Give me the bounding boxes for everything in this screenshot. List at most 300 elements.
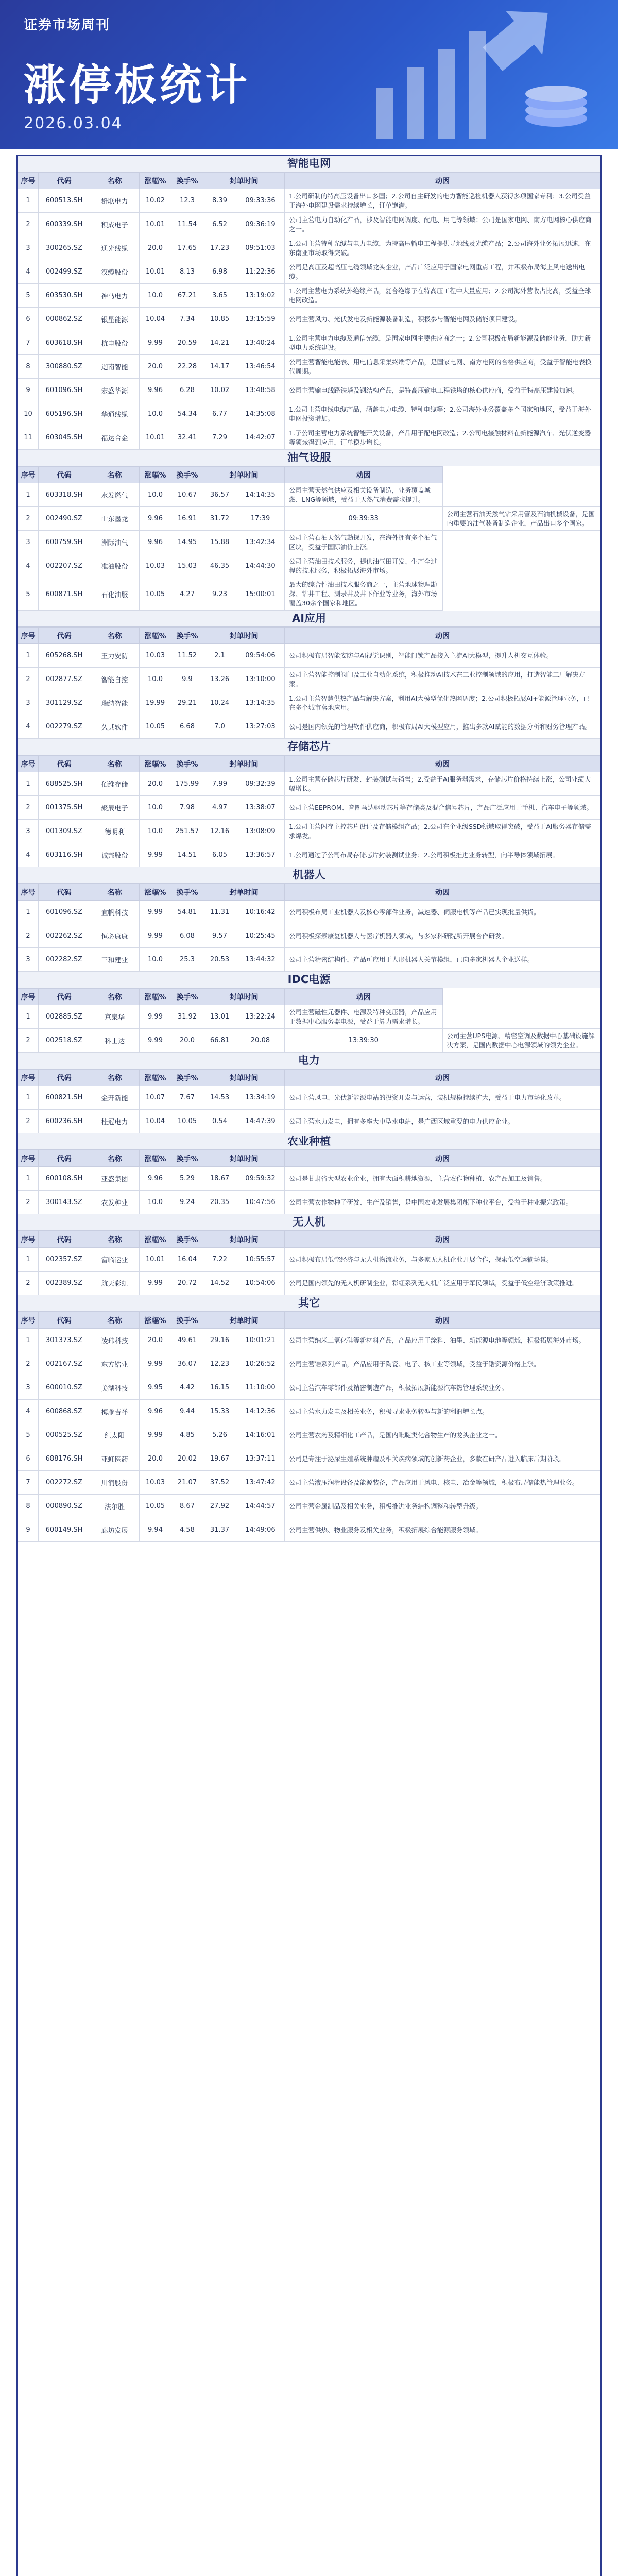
- column-header: 封单时间: [203, 628, 285, 644]
- seal-time: 14:42:07: [236, 426, 285, 450]
- reason-text: 最大的综合性油田技术服务商之一，主营地球物理勘探、钻井工程、测录井及井下作业等业务，海外市场覆盖30余个国家和地区。: [285, 578, 443, 611]
- stock-code: 601096.SZ: [39, 901, 90, 924]
- stock-code: 002877.SZ: [39, 668, 90, 691]
- row-index: 10: [18, 402, 39, 426]
- row-index: 5: [18, 578, 39, 611]
- row-index: 8: [18, 355, 39, 379]
- table-row: [18, 1191, 600, 1214]
- stock-chart-arrow-icon: [330, 0, 618, 149]
- change-pct: 10.07: [140, 1086, 171, 1110]
- table-row: [18, 531, 600, 554]
- change-pct: 10.01: [140, 426, 171, 450]
- stock-name: 银星能源: [90, 308, 140, 331]
- turnover-pct: 29.21: [171, 691, 203, 715]
- turnover-pct: 4.42: [171, 1376, 203, 1400]
- seal-time: 14.52: [203, 1272, 236, 1295]
- seal-time: 46.35: [203, 554, 236, 578]
- row-index: 4: [18, 554, 39, 578]
- seal-time: 8.39: [203, 189, 236, 213]
- seal-time: 13:47:42: [236, 1471, 285, 1495]
- change-pct: 10.0: [140, 1191, 171, 1214]
- table-row: [18, 1495, 600, 1518]
- column-header: 换手%: [171, 989, 203, 1005]
- seal-time: 12.16: [203, 820, 236, 843]
- reason-text: 公司主营磁性元器件、电源及特种变压器，产品应用于数据中心服务器电源，受益于算力需求增长。: [285, 1005, 443, 1029]
- reason-text: 1.公司研制的特高压设备出口多国；2.公司自主研发的电力智能巡检机器人获得多项国家专利；3.公司受益于海外电网建设需求持续增长，订单饱满。: [285, 189, 600, 213]
- row-index: 1: [18, 483, 39, 507]
- turnover-pct: 14.51: [171, 843, 203, 867]
- row-index: 2: [18, 924, 39, 948]
- stock-name: 德明利: [90, 820, 140, 843]
- turnover-pct: 14.95: [171, 531, 203, 554]
- turnover-pct: 49.61: [171, 1329, 203, 1352]
- change-pct: 10.0: [140, 284, 171, 308]
- stock-code: 002207.SZ: [39, 554, 90, 578]
- reason-text: 公司主营精密结构件，产品可应用于人形机器人关节模组，已向多家机器人企业送样。: [285, 948, 600, 972]
- stock-name: 汉缆股份: [90, 260, 140, 284]
- column-header: 代码: [39, 1231, 90, 1248]
- turnover-pct: 7.98: [171, 796, 203, 820]
- stock-code: 002518.SZ: [39, 1029, 90, 1053]
- seal-time: 11.31: [203, 901, 236, 924]
- seal-time: 27.92: [203, 1495, 236, 1518]
- row-index: 4: [18, 1400, 39, 1423]
- table-row: [18, 772, 600, 796]
- column-header: 代码: [39, 1312, 90, 1329]
- brand-name: 证券市场周刊: [24, 18, 111, 33]
- turnover-pct: 67.21: [171, 284, 203, 308]
- stock-code: 001309.SZ: [39, 820, 90, 843]
- seal-time: 9.23: [203, 578, 236, 611]
- seal-time: 13:08:09: [236, 820, 285, 843]
- stock-name: 神马电力: [90, 284, 140, 308]
- table-row: [18, 644, 600, 668]
- seal-time: 13:42:34: [236, 531, 285, 554]
- table-row: [18, 1329, 600, 1352]
- column-header: 换手%: [171, 628, 203, 644]
- row-index: 2: [18, 1110, 39, 1133]
- table-header-row: [18, 884, 600, 901]
- seal-time: 13:19:02: [236, 284, 285, 308]
- column-header: 名称: [90, 1231, 140, 1248]
- report-date: 2026.03.04: [24, 114, 123, 132]
- stock-code: 000890.SZ: [39, 1495, 90, 1518]
- column-header: 序号: [18, 1070, 39, 1086]
- column-header: 换手%: [171, 1231, 203, 1248]
- row-index: 5: [18, 284, 39, 308]
- column-header: 序号: [18, 173, 39, 189]
- row-index: 9: [18, 379, 39, 402]
- column-header: 动因: [285, 1150, 600, 1167]
- reason-text: 公司主营水力发电及相关业务，积极寻求业务转型与新的利润增长点。: [285, 1400, 600, 1423]
- table-row: [18, 1352, 600, 1376]
- seal-time: 6.98: [203, 260, 236, 284]
- reason-text: 公司是甘肃省大型农业企业，拥有大面积耕地资源，主营农作物种植、农产品加工及销售。: [285, 1167, 600, 1191]
- table-row: [18, 284, 600, 308]
- reason-text: 公司主营石油天然气钻采用管及石油机械设备，是国内重要的油气装备制造企业，产品出口多个国家。: [442, 507, 600, 531]
- stock-code: 002389.SZ: [39, 1272, 90, 1295]
- reason-text: 公司是专注于泌尿生殖系统肿瘤及相关疾病领域的创新药企业，多款在研产品进入临床后期阶段。: [285, 1447, 600, 1471]
- column-header: 动因: [285, 1312, 600, 1329]
- column-header: 名称: [90, 628, 140, 644]
- column-header: 动因: [285, 1070, 600, 1086]
- seal-time: 4.97: [203, 796, 236, 820]
- stock-code: 600236.SH: [39, 1110, 90, 1133]
- seal-time: 14:16:01: [236, 1423, 285, 1447]
- section-title: 存储芯片: [18, 739, 600, 755]
- change-pct: 10.0: [140, 668, 171, 691]
- reason-text: 公司主营智能控制阀门及工业自动化系统，积极推动AI技术在工业控制领域的应用，打造智能工厂解决方案。: [285, 668, 600, 691]
- column-header: 名称: [90, 173, 140, 189]
- section-title: 无人机: [18, 1214, 600, 1231]
- column-header: 封单时间: [203, 989, 285, 1005]
- seal-time: 5.26: [203, 1423, 236, 1447]
- row-index: 4: [18, 715, 39, 739]
- stock-name: 农发种业: [90, 1191, 140, 1214]
- stock-code: 600010.SZ: [39, 1376, 90, 1400]
- seal-time: 10:47:56: [236, 1191, 285, 1214]
- change-pct: 20.0: [140, 355, 171, 379]
- turnover-pct: 36.07: [171, 1352, 203, 1376]
- turnover-pct: 54.81: [171, 901, 203, 924]
- change-pct: 19.99: [140, 691, 171, 715]
- stock-code: 002262.SZ: [39, 924, 90, 948]
- stock-code: 601096.SH: [39, 379, 90, 402]
- table-row: [18, 668, 600, 691]
- reason-text: 1.公司通过子公司布局存储芯片封装测试业务；2.公司积极推进业务转型，向半导体领域拓展。: [285, 843, 600, 867]
- stock-code: 301129.SZ: [39, 691, 90, 715]
- reason-text: 1.公司主营电力电缆及通信光缆，是国家电网主要供应商之一；2.公司积极布局新能源及储能业务，助力新型电力系统建设。: [285, 331, 600, 355]
- row-index: 6: [18, 308, 39, 331]
- stock-name: 航天彩虹: [90, 1272, 140, 1295]
- limit-up-table: [18, 172, 600, 450]
- section-title: 智能电网: [18, 156, 600, 172]
- table-row: [18, 901, 600, 924]
- column-header: 换手%: [171, 756, 203, 772]
- change-pct: 9.99: [140, 1423, 171, 1447]
- column-header: 序号: [18, 467, 39, 483]
- stock-name: 智能自控: [90, 668, 140, 691]
- limit-up-table: [18, 1312, 600, 1542]
- stock-name: 恒必康康: [90, 924, 140, 948]
- seal-time: 09:51:03: [236, 236, 285, 260]
- page-title: 涨停板统计: [24, 61, 251, 110]
- section-title: 电力: [18, 1053, 600, 1069]
- stock-code: 603530.SH: [39, 284, 90, 308]
- change-pct: 10.05: [140, 1495, 171, 1518]
- row-index: 3: [18, 531, 39, 554]
- turnover-pct: 4.58: [171, 1518, 203, 1542]
- stock-name: 三和建业: [90, 948, 140, 972]
- row-index: 3: [18, 691, 39, 715]
- stock-name: 聚辰电子: [90, 796, 140, 820]
- turnover-pct: 16.91: [171, 507, 203, 531]
- table-row: [18, 1167, 600, 1191]
- seal-time: 0.54: [203, 1110, 236, 1133]
- turnover-pct: 15.03: [171, 554, 203, 578]
- change-pct: 10.05: [140, 715, 171, 739]
- table-row: [18, 1272, 600, 1295]
- reason-text: 公司主营纳米二氧化硅等新材料产品，产品应用于涂料、油墨、新能源电池等领域，积极拓展海外市场。: [285, 1329, 600, 1352]
- seal-time: 13.01: [203, 1005, 236, 1029]
- change-pct: 10.03: [140, 1471, 171, 1495]
- reason-text: 1.子公司主营电力系统智能开关设备，产品用于配电网改造；2.公司电接触材料在新能源汽车、光伏逆变器等领域得到应用，订单稳步增长。: [285, 426, 600, 450]
- row-index: 1: [18, 1248, 39, 1272]
- seal-time: 9.57: [203, 924, 236, 948]
- stock-name: 积成电子: [90, 213, 140, 236]
- seal-time: 14.21: [203, 331, 236, 355]
- column-header: 涨幅%: [140, 884, 171, 901]
- limit-up-table: [18, 466, 600, 611]
- column-header: 名称: [90, 756, 140, 772]
- stock-code: 605196.SH: [39, 402, 90, 426]
- row-index: 5: [18, 1423, 39, 1447]
- seal-time: 13:34:19: [236, 1086, 285, 1110]
- seal-time: 13:46:54: [236, 355, 285, 379]
- table-row: [18, 1029, 600, 1053]
- table-row: [18, 1086, 600, 1110]
- change-pct: 9.99: [140, 1029, 171, 1053]
- seal-time: 13:37:11: [236, 1447, 285, 1471]
- limit-up-table: [18, 1150, 600, 1214]
- row-index: 1: [18, 1167, 39, 1191]
- change-pct: 10.01: [140, 213, 171, 236]
- reason-text: 公司主营风力、光伏发电及新能源装备制造，积极参与智能电网及储能项目建设。: [285, 308, 600, 331]
- row-index: 2: [18, 507, 39, 531]
- stock-code: 300880.SZ: [39, 355, 90, 379]
- seal-time: 13:40:24: [236, 331, 285, 355]
- table-row: [18, 796, 600, 820]
- table-header-row: [18, 173, 600, 189]
- seal-time: 13:27:03: [236, 715, 285, 739]
- row-index: 1: [18, 189, 39, 213]
- reason-text: 13:39:30: [285, 1029, 443, 1053]
- row-index: 3: [18, 236, 39, 260]
- seal-time: 09:54:06: [236, 644, 285, 668]
- turnover-pct: 32.41: [171, 426, 203, 450]
- column-header: 序号: [18, 628, 39, 644]
- stock-code: 002167.SZ: [39, 1352, 90, 1376]
- change-pct: 10.0: [140, 483, 171, 507]
- reason-text: 公司主营水力发电，拥有多座大中型水电站，是广西区域重要的电力供应企业。: [285, 1110, 600, 1133]
- stock-name: 瑞纳智能: [90, 691, 140, 715]
- reason-text: 1.公司主营电力系统外绝缘产品，复合绝缘子在特高压工程中大量应用；2.公司海外营收占比高，受益全球电网改造。: [285, 284, 600, 308]
- stock-code: 600339.SH: [39, 213, 90, 236]
- section-title: 机器人: [18, 867, 600, 884]
- column-header: 名称: [90, 989, 140, 1005]
- column-header: 封单时间: [203, 1312, 285, 1329]
- turnover-pct: 20.02: [171, 1447, 203, 1471]
- seal-time: 10:54:06: [236, 1272, 285, 1295]
- stock-name: 山东墨龙: [90, 507, 140, 531]
- stock-code: 002885.SZ: [39, 1005, 90, 1029]
- seal-time: 18.67: [203, 1167, 236, 1191]
- change-pct: 10.02: [140, 189, 171, 213]
- seal-time: 14:35:08: [236, 402, 285, 426]
- turnover-pct: 54.34: [171, 402, 203, 426]
- reason-text: 公司积极布局工业机器人及核心零部件业务，减速器、伺服电机等产品已实现批量供货。: [285, 901, 600, 924]
- column-header: 代码: [39, 756, 90, 772]
- seal-time: 14.17: [203, 355, 236, 379]
- column-header: 名称: [90, 884, 140, 901]
- row-index: 1: [18, 1086, 39, 1110]
- seal-time: 10.02: [203, 379, 236, 402]
- table-header-row: [18, 756, 600, 772]
- seal-time: 10:01:21: [236, 1329, 285, 1352]
- stock-code: 000525.SZ: [39, 1423, 90, 1447]
- row-index: 2: [18, 213, 39, 236]
- table-row: [18, 402, 600, 426]
- turnover-pct: 175.99: [171, 772, 203, 796]
- reason-text: 公司是高压及超高压电缆领域龙头企业，产品广泛应用于国家电网重点工程，并积极布局海上风电送出电缆。: [285, 260, 600, 284]
- stock-name: 京泉华: [90, 1005, 140, 1029]
- stock-code: 002272.SZ: [39, 1471, 90, 1495]
- seal-time: 15.88: [203, 531, 236, 554]
- stock-code: 600821.SH: [39, 1086, 90, 1110]
- change-pct: 20.0: [140, 1447, 171, 1471]
- column-header: 换手%: [171, 1070, 203, 1086]
- row-index: 8: [18, 1495, 39, 1518]
- limit-up-table: [18, 1231, 600, 1295]
- seal-time: 14:14:35: [236, 483, 285, 507]
- stock-name: 川润股份: [90, 1471, 140, 1495]
- column-header: 序号: [18, 1312, 39, 1329]
- turnover-pct: 10.67: [171, 483, 203, 507]
- seal-time: 09:32:39: [236, 772, 285, 796]
- turnover-pct: 6.08: [171, 924, 203, 948]
- change-pct: 10.05: [140, 578, 171, 611]
- change-pct: 10.03: [140, 554, 171, 578]
- table-row: [18, 189, 600, 213]
- column-header: 代码: [39, 628, 90, 644]
- reason-text: 1.公司主营电线电缆产品，涵盖电力电缆、特种电缆等；2.公司海外业务覆盖多个国家和地区，受益于海外电网投资增加。: [285, 402, 600, 426]
- column-header: 动因: [285, 756, 600, 772]
- seal-time: 10:55:57: [236, 1248, 285, 1272]
- column-header: 封单时间: [203, 1231, 285, 1248]
- stock-name: 科士达: [90, 1029, 140, 1053]
- seal-time: 14:49:06: [236, 1518, 285, 1542]
- column-header: 涨幅%: [140, 628, 171, 644]
- limit-up-table: [18, 755, 600, 867]
- seal-time: 7.29: [203, 426, 236, 450]
- change-pct: 9.96: [140, 379, 171, 402]
- column-header: 动因: [285, 173, 600, 189]
- reason-text: 公司主营汽车零部件及精密制造产品，积极拓展新能源汽车热管理系统业务。: [285, 1376, 600, 1400]
- row-index: 2: [18, 796, 39, 820]
- stock-code: 603618.SH: [39, 331, 90, 355]
- column-header: 封单时间: [203, 1070, 285, 1086]
- seal-time: 13:15:59: [236, 308, 285, 331]
- table-row: [18, 820, 600, 843]
- table-row: [18, 260, 600, 284]
- seal-time: 15.33: [203, 1400, 236, 1423]
- seal-time: 13:44:32: [236, 948, 285, 972]
- table-row: [18, 948, 600, 972]
- reason-text: 公司主营锆系列产品，产品应用于陶瓷、电子、核工业等领域，受益于锆资源价格上涨。: [285, 1352, 600, 1376]
- seal-time: 10:25:45: [236, 924, 285, 948]
- seal-time: 10.85: [203, 308, 236, 331]
- seal-time: 15:00:01: [236, 578, 285, 611]
- section-title: IDC电源: [18, 972, 600, 988]
- table-row: [18, 554, 600, 578]
- stock-name: 杭电股份: [90, 331, 140, 355]
- limit-up-table: [18, 884, 600, 972]
- row-index: 7: [18, 331, 39, 355]
- column-header: 涨幅%: [140, 1150, 171, 1167]
- seal-time: 13:22:24: [236, 1005, 285, 1029]
- seal-time: 13:14:35: [236, 691, 285, 715]
- seal-time: 16.15: [203, 1376, 236, 1400]
- column-header: 涨幅%: [140, 1070, 171, 1086]
- column-header: 动因: [285, 628, 600, 644]
- column-header: 序号: [18, 1231, 39, 1248]
- seal-time: 6.77: [203, 402, 236, 426]
- reason-text: 公司主营输电线路铁塔及钢结构产品，是特高压输电工程铁塔的核心供应商，受益于特高压建设加速。: [285, 379, 600, 402]
- stock-name: 王力安防: [90, 644, 140, 668]
- table-header-row: [18, 1070, 600, 1086]
- column-header: 序号: [18, 989, 39, 1005]
- table-row: [18, 1518, 600, 1542]
- change-pct: 10.0: [140, 796, 171, 820]
- turnover-pct: 4.27: [171, 578, 203, 611]
- stock-code: 600149.SH: [39, 1518, 90, 1542]
- column-header: 封单时间: [203, 467, 285, 483]
- table-header-row: [18, 1312, 600, 1329]
- change-pct: 10.03: [140, 644, 171, 668]
- turnover-pct: 20.59: [171, 331, 203, 355]
- seal-time: 7.22: [203, 1248, 236, 1272]
- reason-text: 公司主营石油天然气勘探开发，在海外拥有多个油气区块，受益于国际油价上涨。: [285, 531, 443, 554]
- reason-text: 公司主营液压润滑设备及能源装备，产品应用于风电、核电、冶金等领域，积极布局储能热管理业务。: [285, 1471, 600, 1495]
- table-row: [18, 1471, 600, 1495]
- turnover-pct: 20.0: [171, 1029, 203, 1053]
- column-header: 代码: [39, 1150, 90, 1167]
- stock-name: 石化油服: [90, 578, 140, 611]
- stock-code: 600108.SH: [39, 1167, 90, 1191]
- column-header: 换手%: [171, 1312, 203, 1329]
- stock-name: 亚盛集团: [90, 1167, 140, 1191]
- table-row: [18, 1423, 600, 1447]
- table-row: [18, 236, 600, 260]
- stock-code: 000862.SZ: [39, 308, 90, 331]
- change-pct: 20.0: [140, 1329, 171, 1352]
- limit-up-table: [18, 988, 600, 1053]
- change-pct: 10.01: [140, 260, 171, 284]
- table-row: [18, 379, 600, 402]
- column-header: 换手%: [171, 1150, 203, 1167]
- turnover-pct: 251.57: [171, 820, 203, 843]
- stock-code: 002357.SZ: [39, 1248, 90, 1272]
- stock-code: 002499.SZ: [39, 260, 90, 284]
- change-pct: 10.0: [140, 402, 171, 426]
- turnover-pct: 22.28: [171, 355, 203, 379]
- column-header: 换手%: [171, 884, 203, 901]
- section-title: AI应用: [18, 611, 600, 627]
- table-row: [18, 1376, 600, 1400]
- row-index: 11: [18, 426, 39, 450]
- reason-text: 公司积极探索康复机器人与医疗机器人领域，与多家科研院所开展合作研发。: [285, 924, 600, 948]
- turnover-pct: 9.24: [171, 1191, 203, 1214]
- row-index: 3: [18, 1376, 39, 1400]
- stock-name: 廊坊发展: [90, 1518, 140, 1542]
- table-header-row: [18, 1150, 600, 1167]
- table-row: [18, 924, 600, 948]
- turnover-pct: 9.44: [171, 1400, 203, 1423]
- seal-time: 20.35: [203, 1191, 236, 1214]
- column-header: 封单时间: [203, 884, 285, 901]
- seal-time: 12.23: [203, 1352, 236, 1376]
- seal-time: 10:26:52: [236, 1352, 285, 1376]
